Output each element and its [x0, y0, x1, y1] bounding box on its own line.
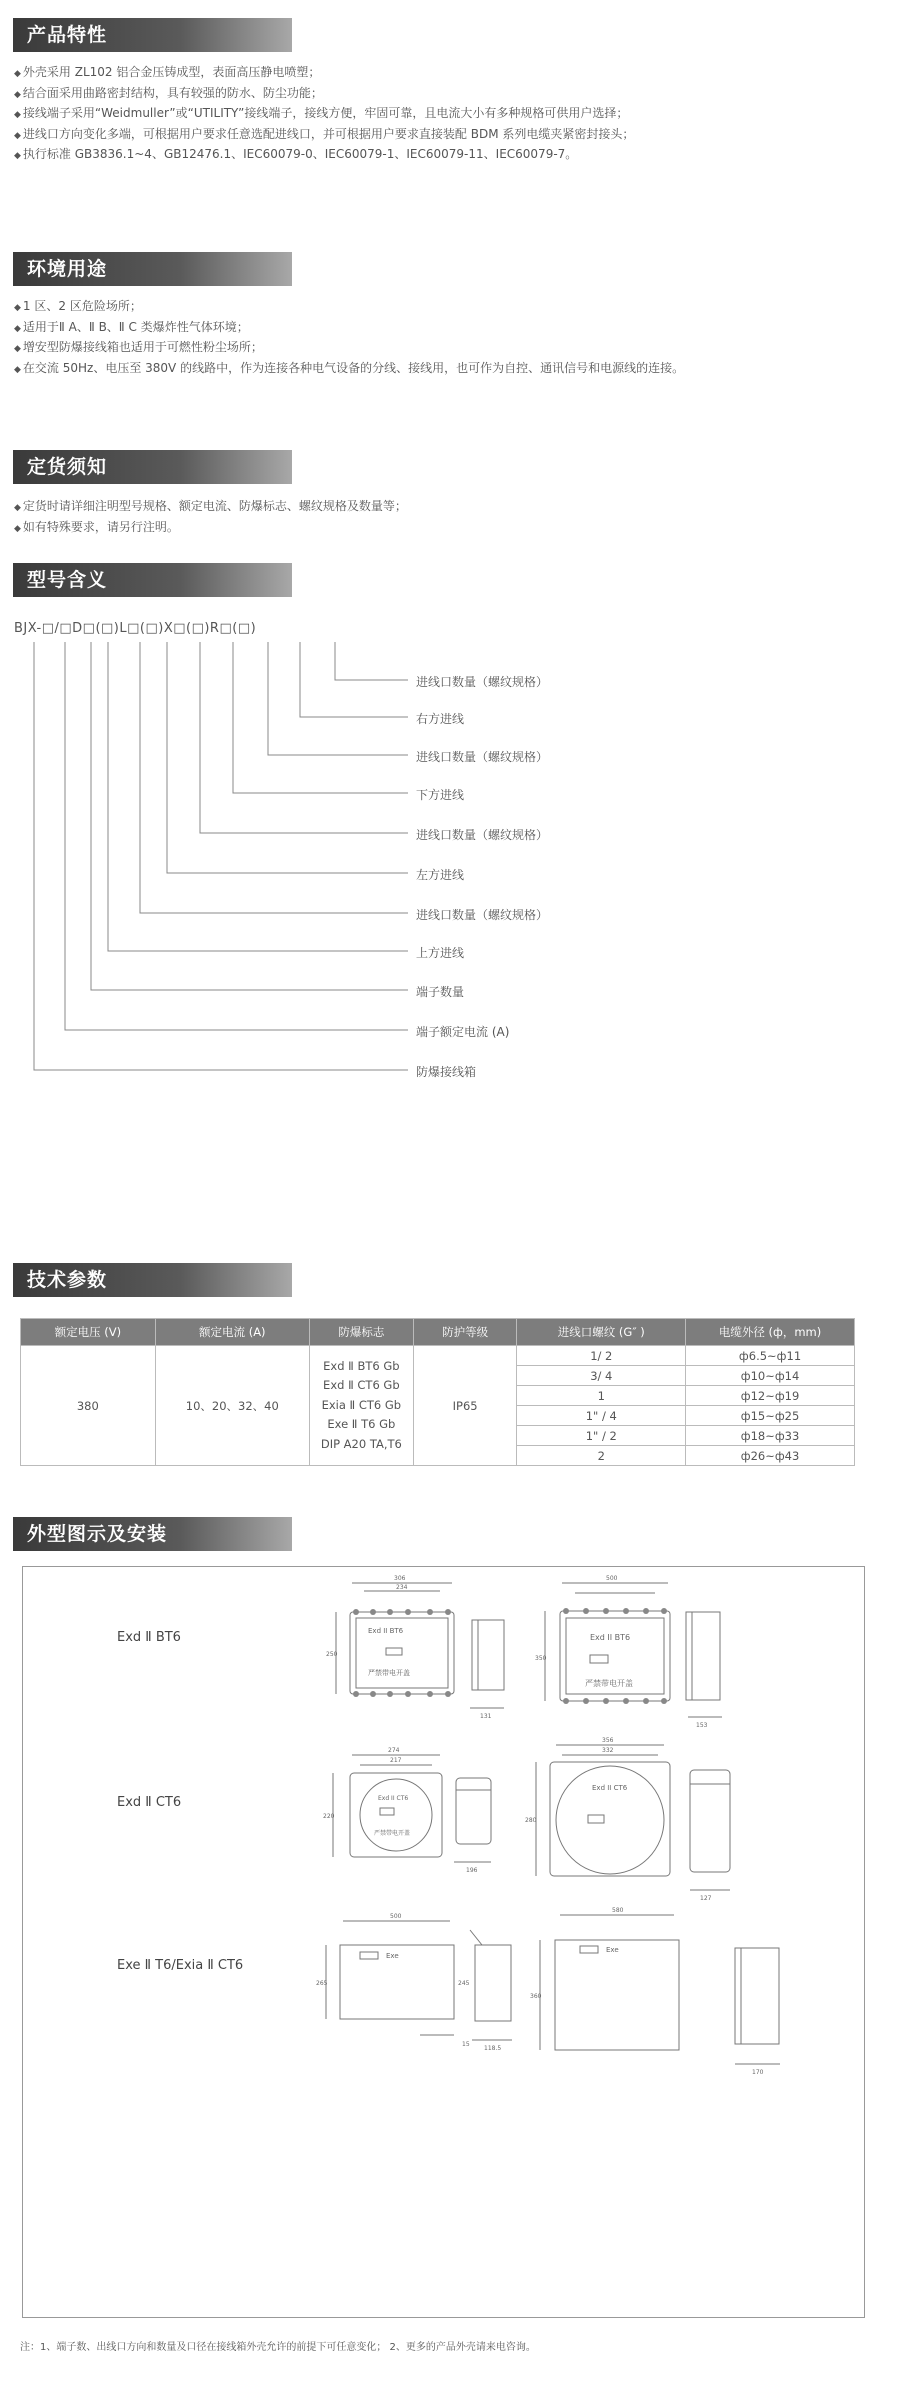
ct6-large-side: [690, 1770, 730, 1890]
bt6-large-side: [686, 1612, 722, 1717]
cable-cell: ф18~ф33: [686, 1426, 855, 1446]
model-label: 进线口数量（螺纹规格）: [416, 675, 549, 689]
list-item: ◆ 结合面采用曲路密封结构，具有较强的防水、防尘功能；: [14, 84, 634, 105]
list-item: ◆ 定货时请详细注明型号规格、额定电流、防爆标志、螺纹规格及数量等；: [14, 497, 407, 518]
exe-small-front: [326, 1921, 454, 2035]
footnote: 注：1、端子数、出线口方向和数量及口径在接线箱外壳允许的前提下可任意变化； 2、更多的产品外壳请来电咨询。: [20, 2342, 536, 2353]
list-item: ◆ 如有特殊要求，请另行注明。: [14, 518, 407, 539]
list-item: ◆ 增安型防爆接线箱也适用于可燃性粉尘场所；: [14, 338, 684, 359]
dim-text: 127: [700, 1895, 712, 1902]
dim-text: 245: [458, 1980, 470, 1987]
ct6-small-side: [454, 1778, 491, 1862]
dim-text: 280: [525, 1817, 537, 1824]
current-cell: 10、20、32、40: [155, 1346, 309, 1466]
cable-cell: ф15~ф25: [686, 1406, 855, 1426]
thread-cell: 1: [517, 1386, 686, 1406]
ordering-title: 定货须知: [13, 450, 292, 484]
mark-line: Exd Ⅱ BT6 Gb: [323, 1358, 400, 1373]
dim-text: 153: [696, 1722, 708, 1729]
col-header: 额定电压 (V): [21, 1319, 156, 1346]
list-item: ◆ 执行标准 GB3836.1~4、GB12476.1、IEC60079-0、IEC60079-1、IEC60079-11、IEC60079-7。: [14, 145, 634, 166]
dim-text: 170: [752, 2069, 764, 2076]
list-item: ◆ 1 区、2 区危险场所；: [14, 297, 684, 318]
dim-text: 332: [602, 1747, 614, 1754]
dim-text: 250: [326, 1651, 338, 1658]
model-code: BJX-□/□D□(□)L□(□)X□(□)R□(□): [14, 621, 257, 636]
dim-text: 131: [480, 1713, 492, 1720]
warning-text: 严禁带电开盖: [368, 1669, 410, 1677]
warning-text: 严禁带电开盖: [374, 1830, 411, 1837]
drawing-label: Exd Ⅱ CT6: [117, 1795, 182, 1810]
model-label: 下方进线: [416, 788, 465, 802]
bt6-small-side: [470, 1620, 504, 1708]
mark-line: Exia Ⅱ CT6 Gb: [321, 1397, 402, 1412]
outline-title: 外型图示及安装: [13, 1517, 292, 1551]
col-header: 进线口螺纹 (G″ ): [517, 1319, 686, 1346]
drawing-label: Exe Ⅱ T6/Exia Ⅱ CT6: [117, 1958, 244, 1973]
model-label: 进线口数量（螺纹规格）: [416, 828, 549, 842]
dim-text: 265: [316, 1980, 328, 1987]
dim-text: 15: [462, 2041, 470, 2048]
model-title: 型号含义: [13, 563, 292, 597]
plate-text: Exd II BT6: [368, 1627, 404, 1635]
voltage-cell: 380: [21, 1346, 156, 1466]
bt6-small-front: [336, 1583, 454, 1697]
col-header: 防护等级: [413, 1319, 517, 1346]
tech-title: 技术参数: [13, 1263, 292, 1297]
dim-text: 118.5: [484, 2045, 502, 2052]
list-item: ◆ 在交流 50Hz、电压至 380V 的线路中，作为连接各种电气设备的分线、接线用，也可作为自控、通讯信号和电源线的连接。: [14, 359, 684, 380]
dim-text: 500: [606, 1575, 618, 1582]
model-label: 端子数量: [416, 985, 465, 999]
dim-text: 350: [535, 1655, 547, 1662]
cable-cell: ф6.5~ф11: [686, 1346, 855, 1366]
dim-text: 500: [390, 1913, 402, 1920]
thread-cell: 3/ 4: [517, 1366, 686, 1386]
plate-text: Exe: [386, 1952, 399, 1960]
plate-text: Exd II BT6: [590, 1633, 631, 1642]
dim-text: 274: [388, 1747, 400, 1754]
dim-text: 360: [530, 1993, 542, 2000]
dim-text: 356: [602, 1737, 614, 1744]
exe-large-front: [540, 1915, 679, 2050]
plate-text: Exe: [606, 1946, 619, 1954]
warning-text: 严禁带电开盖: [585, 1679, 633, 1688]
thread-cell: 1" / 4: [517, 1406, 686, 1426]
model-label: 进线口数量（螺纹规格）: [416, 750, 549, 764]
plate-text: Exd II CT6: [378, 1795, 409, 1802]
protection-cell: IP65: [413, 1346, 517, 1466]
model-label: 上方进线: [416, 946, 465, 960]
dim-text: 217: [390, 1757, 402, 1764]
list-item: ◆ 接线端子采用“Weidmuller”或“UTILITY”接线端子，接线方便，牢固可靠，且电流大小有多种规格可供用户选择；: [14, 104, 634, 125]
thread-cell: 2: [517, 1446, 686, 1466]
mark-line: DIP A20 TA,T6: [320, 1436, 402, 1451]
dim-text: 234: [396, 1584, 408, 1591]
list-item: ◆ 进线口方向变化多端，可根据用户要求任意选配进线口，并可根据用户要求直接装配 BDM 系列电缆夹紧密封接头；: [14, 125, 634, 146]
mark-line: Exe Ⅱ T6 Gb: [327, 1417, 396, 1432]
thread-cell: 1/ 2: [517, 1346, 686, 1366]
model-label: 左方进线: [416, 868, 465, 882]
model-label: 右方进线: [416, 712, 465, 726]
dim-text: 580: [612, 1907, 624, 1914]
col-header: 电缆外径 (ф，mm): [686, 1319, 855, 1346]
list-item: ◆ 外壳采用 ZL102 铝合金压铸成型，表面高压静电喷塑；: [14, 63, 634, 84]
exe-small-side: [470, 1930, 512, 2040]
ct6-large-front: [536, 1745, 670, 1876]
thread-cell: 1" / 2: [517, 1426, 686, 1446]
cable-cell: ф12~ф19: [686, 1386, 855, 1406]
cable-cell: ф26~ф43: [686, 1446, 855, 1466]
ct6-small-front: [333, 1755, 442, 1857]
dim-text: 196: [466, 1867, 478, 1874]
environment-title: 环境用途: [13, 252, 292, 286]
col-header: 防爆标志: [309, 1319, 413, 1346]
dim-text: 220: [323, 1813, 335, 1820]
drawing-label: Exd Ⅱ BT6: [117, 1630, 181, 1645]
cable-cell: ф10~ф14: [686, 1366, 855, 1386]
model-label: 防爆接线箱: [416, 1065, 477, 1079]
list-item: ◆ 适用于Ⅱ A、Ⅱ B、Ⅱ C 类爆炸性气体环境；: [14, 318, 684, 339]
mark-line: Exd Ⅱ CT6 Gb: [323, 1378, 400, 1393]
features-title: 产品特性: [13, 18, 292, 52]
model-label: 进线口数量（螺纹规格）: [416, 908, 549, 922]
dim-text: 306: [394, 1575, 406, 1582]
model-label: 端子额定电流 (A): [416, 1025, 510, 1039]
plate-text: Exd II CT6: [592, 1784, 628, 1792]
col-header: 额定电流 (A): [155, 1319, 309, 1346]
exe-large-side: [735, 1948, 780, 2064]
